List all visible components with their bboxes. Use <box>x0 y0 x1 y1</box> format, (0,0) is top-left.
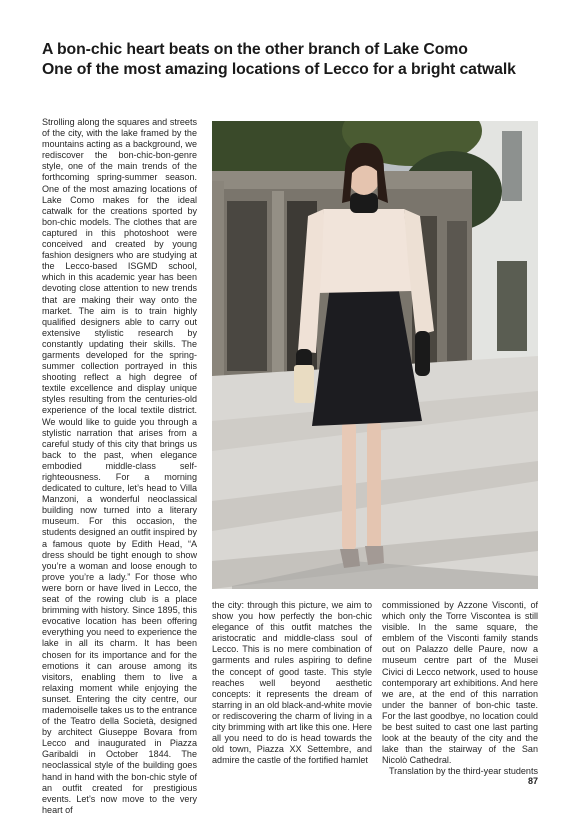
headline-line-1: A bon-chic heart beats on the other branch of Lake Como <box>42 41 468 58</box>
headline-line-2: One of the most amazing locations of Lecco for a bright catwalk <box>42 61 516 78</box>
column-2-text: the city: through this picture, we aim to show you how perfectly the bon-chic elegance of this outfit matches the aristocratic and middle-class soul of Lecco. This is no mere combination of garments and rules aspiring to define the concept of good taste. This style reaches well beyond aesthetic concepts: it represents the dream of starring in an old black-and-white movie or rediscovering the charm of living in a city brimming with art like this one. Here all you need to do is head towards the old town, Piazza XX Settembre, and admire the castle of the fortified hamlet <box>212 600 372 766</box>
fashion-photo <box>212 121 538 589</box>
article-headline <box>42 40 552 80</box>
fashion-photo-illustration <box>212 121 538 589</box>
column-3-text: commissioned by Azzone Visconti, of which only the Torre Viscontea is still visible. In the same square, the emblem of the Visconti family stands out on Palazzo delle Paure, now a museum centre part of the Musei Civici di Lecco network, used to house contemporary art exhibitions. And here we are, at the end of this narration under the banner of bon-chic taste. For the last goodbye, no location could be best suited to cast one last parting look at the beauty of the city and the lake than the stairway of the San Nicolò Cathedral. <box>382 600 538 766</box>
translation-credit: Translation by the third-year students <box>388 766 538 777</box>
text-column-1 <box>42 117 197 816</box>
page-number: 87 <box>527 776 538 786</box>
column-1-text: Strolling along the squares and streets of the city, with the lake framed by the mountains acting as a background, we rediscover the bon-chic-bon-genre style, one of the main trends of the forthcoming spring-summer season. One of the most amazing locations of Lake Como makes for the ideal catwalk for the creations sported by bon-chic models. The clothes that are captured in this photoshoot were conceived and created by young fashion designers who are studying at the Lecco-based ISGMD school, which in this academic year has been devoting close attention to new trends that are making their way onto the market. The aim is to train highly qualified designers able to carry out extensive stylistic research by constantly updating their skills. The garments developed for the spring-summer collection portrayed in this shooting reflect a high degree of textile excellence and display unique styles resulting from the centuries-old experience of the local textile district. We would like to guide you through a stylistic narration that arises from a careful study of this city that brings us back to the past, when elegance embodied middle-class self-righteousness. For a morning dedicated to culture, let’s head to Villa Manzoni, a wonderful neoclassical building now turned into a literary museum. For this occasion, the students designed an outfit inspired by a famous quote by Edith Head, “A dress should be tight enough to show you’re a woman and loose enough to prove you’re a lady.” For those who were born or have lived in Lecco, the seat of the rowing club is a place brimming with history. Since 1895, this evocative location has been offering everything you need to experience the lake in all its charm. It has been chosen for its importance and for the emotions it can arouse among its visitors, enabling them to live a relaxing moment while enjoying the sunset. Entering the city centre, our mademoiselle takes us to the entrance of the Teatro della Società, designed by architect Giuseppe Bovara from Lecco and inaugurated in Piazza Garibaldi in October 1844. The neoclassical style of the building goes hand in hand with the bon-chic style of an outfit created for prestigious events. Let’s now move to the very heart of <box>42 117 197 815</box>
text-column-2 <box>212 600 372 766</box>
text-column-3 <box>382 600 538 778</box>
